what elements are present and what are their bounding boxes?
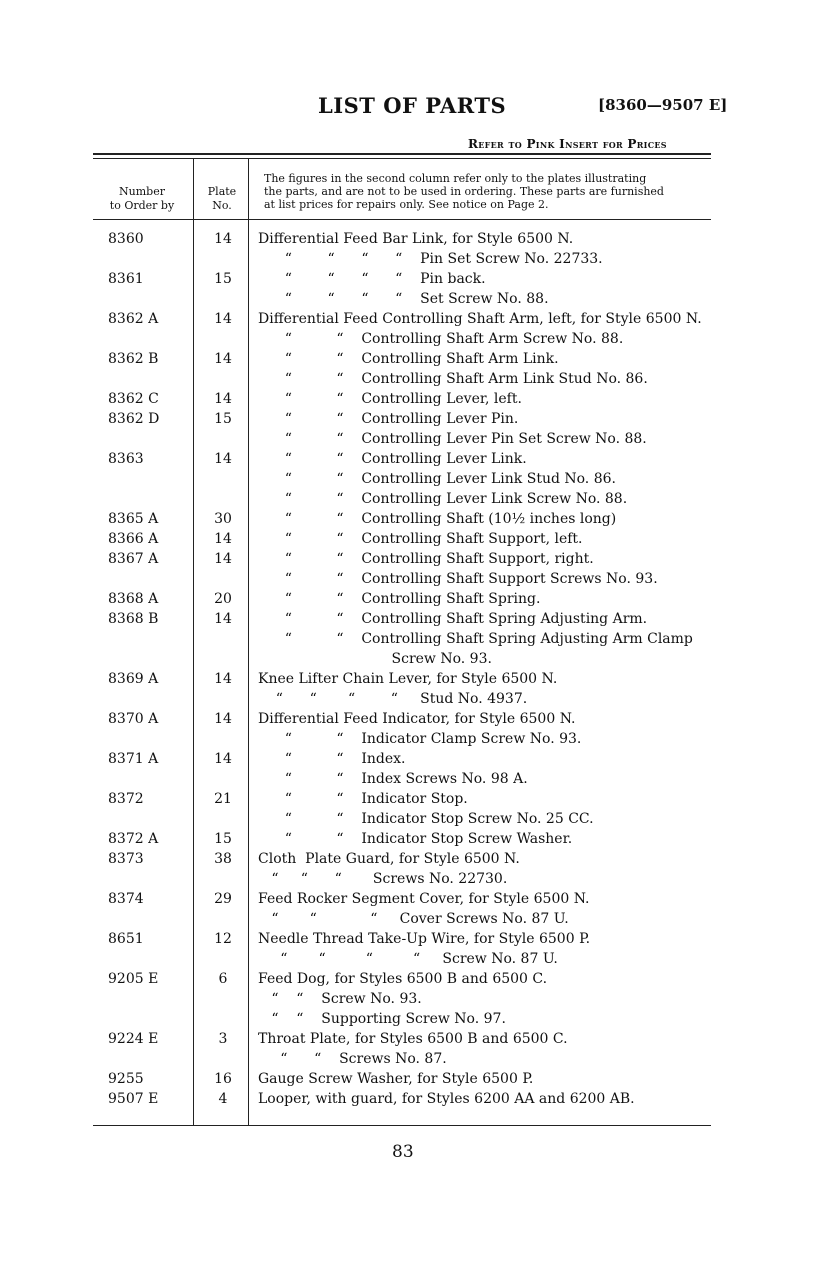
part-description: “ “ “ “ Pin Set Screw No. 22733.: [258, 251, 603, 267]
part-description: “ “ Controlling Shaft Spring Adjusting Arm Clamp: [258, 631, 693, 647]
part-description: “ “ “ “ Screw No. 87 U.: [258, 951, 558, 967]
header-rule-thin: [93, 158, 711, 159]
column-header-rule: [93, 219, 711, 220]
price-reference: Refer to Pink Insert for Prices: [468, 137, 667, 151]
header-rule-thick: [93, 153, 711, 155]
part-description: Cloth Plate Guard, for Style 6500 N.: [258, 851, 520, 867]
part-description: “ “ “ “ Stud No. 4937.: [258, 691, 528, 707]
part-number: 8362 A: [108, 311, 159, 327]
plate-number: 38: [214, 851, 232, 867]
part-description: “ “ Screws No. 87.: [258, 1051, 447, 1067]
part-description: “ “ Controlling Lever Pin.: [258, 411, 519, 427]
part-number: 8362 B: [108, 351, 159, 367]
part-description: “ “ Controlling Shaft Spring Adjusting Arm.: [258, 611, 648, 627]
part-number: 8374: [108, 891, 144, 907]
number-header-line1: Number: [119, 185, 165, 198]
part-description: “ “ “ “ Pin back.: [258, 271, 486, 287]
plate-number: 14: [214, 751, 232, 767]
plate-number: 15: [214, 411, 232, 427]
part-number: 8651: [108, 931, 144, 947]
plate-header-line1: Plate: [207, 185, 237, 198]
plate-number: 14: [214, 451, 232, 467]
part-number: 8362 C: [108, 391, 159, 407]
part-number: 8372: [108, 791, 144, 807]
plate-number: 29: [214, 891, 232, 907]
part-description: “ “ Index.: [258, 751, 406, 767]
plate-number: 3: [218, 1031, 228, 1047]
part-description: “ “ Controlling Lever, left.: [258, 391, 522, 407]
plate-column-header: [198, 185, 246, 213]
part-description: Feed Dog, for Styles 6500 B and 6500 C.: [258, 971, 548, 987]
part-description: “ “ Controlling Lever Pin Set Screw No. 88.: [258, 431, 647, 447]
plate-number: 15: [214, 271, 232, 287]
part-number: 9255: [108, 1071, 144, 1087]
part-description: “ “ Controlling Shaft Support Screws No. 93.: [258, 571, 658, 587]
part-description: “ “ “ Cover Screws No. 87 U.: [258, 911, 569, 927]
plate-number: 21: [214, 791, 232, 807]
part-description: “ “ Controlling Shaft Support, left.: [258, 531, 583, 547]
part-number: 8372 A: [108, 831, 159, 847]
column-divider-1: [193, 159, 194, 1125]
part-number: 8362 D: [108, 411, 160, 427]
plate-number: 14: [214, 671, 232, 687]
plate-number: 12: [214, 931, 232, 947]
plate-number: 15: [214, 831, 232, 847]
part-description: “ “ Controlling Shaft Arm Screw No. 88.: [258, 331, 624, 347]
part-description: Differential Feed Controlling Shaft Arm, left, for Style 6500 N.: [258, 311, 702, 327]
plate-number: 14: [214, 611, 232, 627]
part-description: Differential Feed Indicator, for Style 6500 N.: [258, 711, 576, 727]
part-number: 8367 A: [108, 551, 159, 567]
footer-rule: [93, 1125, 711, 1126]
note-line1: The figures in the second column refer only to the plates illustrating: [264, 172, 647, 185]
part-description: Feed Rocker Segment Cover, for Style 6500 N.: [258, 891, 590, 907]
part-number: 8370 A: [108, 711, 159, 727]
plate-number: 20: [214, 591, 232, 607]
number-column-header: [100, 185, 184, 213]
part-description: Gauge Screw Washer, for Style 6500 P.: [258, 1071, 534, 1087]
part-number: 8361: [108, 271, 144, 287]
column-divider-2: [248, 159, 249, 1125]
plate-number: 16: [214, 1071, 232, 1087]
plate-number: 4: [218, 1091, 228, 1107]
part-description: “ “ “ “ Set Screw No. 88.: [258, 291, 549, 307]
column-note: [264, 172, 664, 211]
part-number: 8363: [108, 451, 144, 467]
part-description: Looper, with guard, for Styles 6200 AA and 6200 AB.: [258, 1091, 635, 1107]
part-description: “ “ Indicator Stop Screw No. 25 CC.: [258, 811, 594, 827]
page-title: LIST OF PARTS: [318, 93, 507, 118]
part-description: “ “ Controlling Shaft Arm Link.: [258, 351, 559, 367]
part-number: 8360: [108, 231, 144, 247]
part-description: “ “ Controlling Shaft Support, right.: [258, 551, 594, 567]
part-number: 8371 A: [108, 751, 159, 767]
part-description: “ “ Controlling Lever Link Stud No. 86.: [258, 471, 616, 487]
part-description: “ “ Controlling Lever Link Screw No. 88.: [258, 491, 628, 507]
number-header-line2: to Order by: [109, 199, 175, 212]
part-number: 9205 E: [108, 971, 159, 987]
part-range: [8360—9507 E]: [598, 96, 728, 114]
part-description: “ “ Index Screws No. 98 A.: [258, 771, 528, 787]
part-number: 8366 A: [108, 531, 159, 547]
part-number: 9224 E: [108, 1031, 159, 1047]
part-number: 8369 A: [108, 671, 159, 687]
plate-number: 14: [214, 531, 232, 547]
part-description: Screw No. 93.: [258, 651, 492, 667]
plate-number: 6: [218, 971, 228, 987]
part-number: 8373: [108, 851, 144, 867]
part-description: “ “ Controlling Shaft (10½ inches long): [258, 511, 617, 527]
part-description: “ “ Indicator Stop.: [258, 791, 468, 807]
part-description: Needle Thread Take-Up Wire, for Style 6500 P.: [258, 931, 591, 947]
part-description: “ “ Supporting Screw No. 97.: [258, 1011, 506, 1027]
note-line2: the parts, and are not to be used in ordering. These parts are furnished: [264, 185, 664, 198]
plate-number: 14: [214, 311, 232, 327]
part-description: Knee Lifter Chain Lever, for Style 6500 N.: [258, 671, 558, 687]
plate-number: 30: [214, 511, 232, 527]
plate-number: 14: [214, 351, 232, 367]
plate-header-line2: No.: [212, 199, 232, 212]
part-number: 8365 A: [108, 511, 159, 527]
plate-number: 14: [214, 231, 232, 247]
plate-number: 14: [214, 391, 232, 407]
part-description: “ “ Controlling Shaft Arm Link Stud No. 86.: [258, 371, 648, 387]
part-description: “ “ Indicator Clamp Screw No. 93.: [258, 731, 582, 747]
note-line3: at list prices for repairs only. See notice on Page 2.: [264, 198, 549, 211]
part-description: “ “ Controlling Shaft Spring.: [258, 591, 541, 607]
part-description: “ “ Controlling Lever Link.: [258, 451, 527, 467]
plate-number: 14: [214, 711, 232, 727]
part-description: Differential Feed Bar Link, for Style 6500 N.: [258, 231, 574, 247]
part-number: 9507 E: [108, 1091, 159, 1107]
part-number: 8368 A: [108, 591, 159, 607]
page-number: 83: [392, 1142, 414, 1162]
part-description: “ “ Indicator Stop Screw Washer.: [258, 831, 573, 847]
part-description: “ “ “ Screws No. 22730.: [258, 871, 508, 887]
part-description: Throat Plate, for Styles 6500 B and 6500 C.: [258, 1031, 568, 1047]
part-number: 8368 B: [108, 611, 159, 627]
part-description: “ “ Screw No. 93.: [258, 991, 422, 1007]
plate-number: 14: [214, 551, 232, 567]
